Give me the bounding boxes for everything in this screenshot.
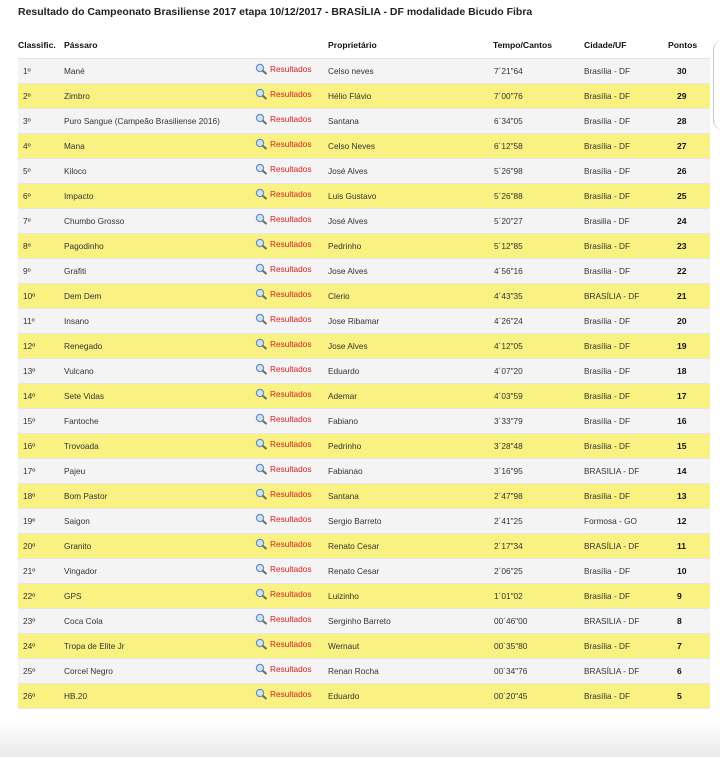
row-owner: José Alves [328, 216, 368, 226]
row-city: Brasília - DF [584, 116, 631, 126]
results-link[interactable] [255, 413, 312, 425]
row-bird: HB.20 [64, 691, 88, 701]
row-time: 1´01"02 [494, 591, 523, 601]
results-link-label: Resultados [270, 689, 312, 699]
row-city: BRASÍLIA - DF [584, 291, 640, 301]
row-points: 24 [677, 216, 687, 226]
row-owner: Serginho Barreto [328, 616, 391, 626]
row-owner: Celso Neves [328, 141, 376, 151]
results-link-label: Resultados [270, 314, 312, 324]
row-time: 4´12"05 [494, 341, 523, 351]
row-position: 16º [23, 441, 36, 451]
row-time: 4´43"35 [494, 291, 523, 301]
results-link[interactable] [255, 163, 312, 175]
magnifier-icon [255, 513, 270, 525]
results-link[interactable] [255, 63, 312, 75]
row-points: 22 [677, 266, 687, 276]
table-row [18, 184, 710, 209]
row-owner: Hélio Flávio [328, 91, 372, 101]
row-bird: Tropa de Elite Jr [64, 641, 125, 651]
header-tempo: Tempo/Cantos [493, 40, 553, 50]
row-city: BRASILIA - DF [584, 466, 640, 476]
row-points: 18 [677, 366, 687, 376]
row-owner: Wernaut [328, 641, 360, 651]
row-bird: Fantoche [64, 416, 99, 426]
results-link-label: Resultados [270, 514, 312, 524]
row-position: 20º [23, 541, 36, 551]
row-position: 6º [23, 191, 31, 201]
row-city: Brasília - DF [584, 241, 631, 251]
results-link[interactable] [255, 313, 312, 325]
results-link-label: Resultados [270, 539, 312, 549]
row-time: 5´26"98 [494, 166, 523, 176]
magnifier-icon [255, 363, 270, 375]
row-owner: Eduardo [328, 691, 360, 701]
row-city: Brasília - DF [584, 591, 631, 601]
row-time: 4´56"16 [494, 266, 523, 276]
magnifier-icon [255, 388, 270, 400]
results-link-label: Resultados [270, 289, 312, 299]
results-table [18, 58, 710, 709]
row-bird: Trovoada [64, 441, 99, 451]
row-position: 9º [23, 266, 31, 276]
row-time: 2´17"34 [494, 541, 523, 551]
row-owner: Santana [328, 116, 359, 126]
results-link-label: Resultados [270, 189, 312, 199]
row-city: Brasília - DF [584, 266, 631, 276]
results-link-label: Resultados [270, 339, 312, 349]
row-city: Brasília - DF [584, 141, 631, 151]
row-time: 5´20"27 [494, 216, 523, 226]
row-city: Brasília - DF [584, 316, 631, 326]
row-city: BRASÍLIA - DF [584, 541, 640, 551]
table-row [18, 684, 710, 709]
header-pontos: Pontos [668, 40, 698, 50]
row-points: 12 [677, 516, 687, 526]
row-bird: Zimbro [64, 91, 90, 101]
row-city: Brasília - DF [584, 641, 631, 651]
row-points: 11 [677, 541, 687, 551]
row-city: Formosa - GO [584, 516, 638, 526]
magnifier-icon [255, 288, 270, 300]
row-points: 15 [677, 441, 687, 451]
results-link-label: Resultados [270, 589, 312, 599]
row-time: 2´06"25 [494, 566, 523, 576]
table-row [18, 209, 710, 234]
row-bird: Chumbo Grosso [64, 216, 125, 226]
results-link[interactable] [255, 588, 312, 600]
row-points: 29 [677, 91, 687, 101]
table-row [18, 234, 710, 259]
row-city: Brasília - DF [584, 66, 631, 76]
row-points: 10 [677, 566, 687, 576]
results-link-label: Resultados [270, 139, 312, 149]
row-points: 30 [677, 66, 687, 76]
row-points: 13 [677, 491, 687, 501]
row-position: 17º [23, 466, 36, 476]
row-time: 2´41"25 [494, 516, 523, 526]
results-link-label: Resultados [270, 464, 312, 474]
row-time: 00´35"80 [494, 641, 528, 651]
results-link-label: Resultados [270, 639, 312, 649]
table-row [18, 534, 710, 559]
results-link[interactable] [255, 488, 312, 500]
row-owner: Jose Ribamar [328, 316, 380, 326]
magnifier-icon [255, 638, 270, 650]
results-link-label: Resultados [270, 489, 312, 499]
magnifier-icon [255, 63, 270, 75]
table-row [18, 159, 710, 184]
results-link[interactable] [255, 613, 312, 625]
row-bird: Renegado [64, 341, 103, 351]
magnifier-icon [255, 313, 270, 325]
row-time: 4´26"24 [494, 316, 523, 326]
results-link-label: Resultados [270, 239, 312, 249]
row-city: Brasília - DF [584, 341, 631, 351]
row-owner: Renato Cesar [328, 541, 380, 551]
results-link-label: Resultados [270, 89, 312, 99]
row-time: 5´12"85 [494, 241, 523, 251]
table-row [18, 659, 710, 684]
row-time: 00´20"45 [494, 691, 528, 701]
row-points: 20 [677, 316, 687, 326]
row-points: 9 [677, 591, 682, 601]
row-owner: Luis Gustavo [328, 191, 377, 201]
row-position: 24º [23, 641, 36, 651]
row-position: 12º [23, 341, 36, 351]
row-city: Brasília - DF [584, 566, 631, 576]
row-time: 5´26"88 [494, 191, 523, 201]
row-bird: Mana [64, 141, 85, 151]
row-owner: Pedrinho [328, 241, 362, 251]
table-row [18, 434, 710, 459]
row-bird: Vingador [64, 566, 98, 576]
results-link[interactable] [255, 288, 312, 300]
row-position: 19º [23, 516, 36, 526]
results-link[interactable] [255, 363, 312, 375]
magnifier-icon [255, 688, 270, 700]
results-link[interactable] [255, 263, 312, 275]
row-owner: Renato Cesar [328, 566, 380, 576]
row-points: 23 [677, 241, 687, 251]
results-link[interactable] [255, 113, 312, 125]
table-row [18, 109, 710, 134]
results-link[interactable] [255, 88, 312, 100]
row-time: 3´28"48 [494, 441, 523, 451]
row-bird: Coca Cola [64, 616, 103, 626]
results-link[interactable] [255, 388, 312, 400]
row-points: 28 [677, 116, 687, 126]
magnifier-icon [255, 138, 270, 150]
row-position: 21º [23, 566, 36, 576]
row-position: 13º [23, 366, 36, 376]
magnifier-icon [255, 413, 270, 425]
header-classific: Classific. [18, 40, 56, 50]
magnifier-icon [255, 238, 270, 250]
results-link[interactable] [255, 338, 312, 350]
row-points: 5 [677, 691, 682, 701]
row-city: Brasília - DF [584, 391, 631, 401]
row-bird: Insano [64, 316, 89, 326]
results-link[interactable] [255, 463, 312, 475]
row-time: 3´16"95 [494, 466, 523, 476]
magnifier-icon [255, 613, 270, 625]
row-points: 14 [677, 466, 687, 476]
results-link-label: Resultados [270, 614, 312, 624]
row-position: 23º [23, 616, 36, 626]
row-position: 2º [23, 91, 31, 101]
magnifier-icon [255, 338, 270, 350]
row-time: 7´00"76 [494, 91, 523, 101]
row-city: Brasília - DF [584, 491, 631, 501]
row-city: Brasília - DF [584, 691, 631, 701]
row-position: 18º [23, 491, 36, 501]
row-position: 3º [23, 116, 31, 126]
table-row [18, 309, 710, 334]
row-bird: Puro Sangue (Campeão Brasiliense 2016) [64, 116, 220, 126]
row-time: 6´12"58 [494, 141, 523, 151]
results-link[interactable] [255, 663, 312, 675]
magnifier-icon [255, 188, 270, 200]
row-owner: Celso neves [328, 66, 374, 76]
row-time: 4´07"20 [494, 366, 523, 376]
magnifier-icon [255, 213, 270, 225]
row-city: Brasília - DF [584, 416, 631, 426]
row-bird: Dem Dem [64, 291, 102, 301]
table-row [18, 409, 710, 434]
magnifier-icon [255, 563, 270, 575]
row-owner: Eduardo [328, 366, 360, 376]
results-link[interactable] [255, 213, 312, 225]
row-owner: Santana [328, 491, 359, 501]
row-position: 25º [23, 666, 36, 676]
magnifier-icon [255, 588, 270, 600]
row-position: 15º [23, 416, 36, 426]
table-row [18, 284, 710, 309]
results-link[interactable] [255, 438, 312, 450]
table-row [18, 484, 710, 509]
results-link-label: Resultados [270, 114, 312, 124]
row-time: 4´03"59 [494, 391, 523, 401]
page-title: Resultado do Campeonato Brasiliense 2017 etapa 10/12/2017 - BRASÍLIA - DF modalidade Bicudo Fibra [18, 6, 533, 18]
row-owner: Renan Rocha [328, 666, 379, 676]
results-link[interactable] [255, 638, 312, 650]
row-bird: Vulcano [64, 366, 94, 376]
row-position: 5º [23, 166, 31, 176]
row-time: 3´33"79 [494, 416, 523, 426]
row-bird: Impacto [64, 191, 94, 201]
results-link[interactable] [255, 688, 312, 700]
results-link-label: Resultados [270, 364, 312, 374]
row-bird: Pagodinho [64, 241, 104, 251]
row-points: 25 [677, 191, 687, 201]
results-link[interactable] [255, 238, 312, 250]
row-bird: Grafiti [64, 266, 87, 276]
row-time: 2´47"98 [494, 491, 523, 501]
row-bird: Kiloco [64, 166, 87, 176]
row-points: 21 [677, 291, 687, 301]
magnifier-icon [255, 463, 270, 475]
row-time: 7´21"64 [494, 66, 523, 76]
row-points: 27 [677, 141, 687, 151]
header-passaro: Pássaro [64, 40, 98, 50]
table-row [18, 609, 710, 634]
row-city: BRASILIA - DF [584, 616, 640, 626]
row-position: 8º [23, 241, 31, 251]
table-row [18, 359, 710, 384]
magnifier-icon [255, 663, 270, 675]
results-link[interactable] [255, 138, 312, 150]
results-link-label: Resultados [270, 64, 312, 74]
row-owner: José Alves [328, 166, 368, 176]
results-link[interactable] [255, 188, 312, 200]
row-bird: Corcel Negro [64, 666, 113, 676]
results-link[interactable] [255, 563, 312, 575]
table-row [18, 509, 710, 534]
row-points: 17 [677, 391, 687, 401]
row-points: 6 [677, 666, 682, 676]
row-bird: GPS [64, 591, 82, 601]
row-time: 00´46"00 [494, 616, 528, 626]
table-row [18, 134, 710, 159]
row-position: 1º [23, 66, 31, 76]
row-owner: Jose Alves [328, 266, 368, 276]
results-link-label: Resultados [270, 214, 312, 224]
row-bird: Bom Pastor [64, 491, 108, 501]
row-owner: Fabiano [328, 416, 358, 426]
row-position: 4º [23, 141, 31, 151]
row-city: Brasília - DF [584, 366, 631, 376]
table-row [18, 559, 710, 584]
row-city: Brasília - DF [584, 166, 631, 176]
magnifier-icon [255, 113, 270, 125]
row-position: 14º [23, 391, 36, 401]
magnifier-icon [255, 438, 270, 450]
row-owner: Jose Alves [328, 341, 368, 351]
row-points: 19 [677, 341, 687, 351]
table-row [18, 459, 710, 484]
row-bird: Pajeu [64, 466, 86, 476]
row-city: Brasilia - DF [584, 216, 630, 226]
results-link-label: Resultados [270, 164, 312, 174]
results-link[interactable] [255, 538, 312, 550]
bottom-shadow [0, 720, 720, 757]
magnifier-icon [255, 163, 270, 175]
results-link[interactable] [255, 513, 312, 525]
table-row [18, 59, 710, 84]
table-row [18, 634, 710, 659]
header-cidade: Cidade/UF [584, 40, 627, 50]
row-owner: Pedrinho [328, 441, 362, 451]
magnifier-icon [255, 88, 270, 100]
row-owner: Clerio [328, 291, 350, 301]
row-bird: Sete Vidas [64, 391, 104, 401]
row-bird: Granito [64, 541, 92, 551]
row-owner: Fabianao [328, 466, 363, 476]
row-time: 00´34"76 [494, 666, 528, 676]
row-city: Brasília - DF [584, 441, 631, 451]
row-bird: Saigon [64, 516, 90, 526]
row-points: 8 [677, 616, 682, 626]
row-points: 16 [677, 416, 687, 426]
results-link-label: Resultados [270, 439, 312, 449]
results-link-label: Resultados [270, 389, 312, 399]
row-points: 26 [677, 166, 687, 176]
row-owner: Ademar [328, 391, 358, 401]
row-city: Brasília - DF [584, 191, 631, 201]
magnifier-icon [255, 263, 270, 275]
table-row [18, 84, 710, 109]
row-position: 22º [23, 591, 36, 601]
magnifier-icon [255, 488, 270, 500]
results-link-label: Resultados [270, 564, 312, 574]
magnifier-icon [255, 538, 270, 550]
results-link-label: Resultados [270, 664, 312, 674]
row-city: Brasília - DF [584, 91, 631, 101]
row-position: 7º [23, 216, 31, 226]
row-owner: Luizinho [328, 591, 359, 601]
results-link-label: Resultados [270, 264, 312, 274]
row-position: 26º [23, 691, 36, 701]
table-row [18, 334, 710, 359]
results-link-label: Resultados [270, 414, 312, 424]
page-edge [713, 40, 720, 130]
table-row [18, 384, 710, 409]
header-proprietario: Proprietário [328, 40, 377, 50]
table-row [18, 584, 710, 609]
row-city: BRASÍLIA - DF [584, 666, 640, 676]
row-bird: Mané [64, 66, 85, 76]
row-position: 11º [23, 316, 35, 326]
table-row [18, 259, 710, 284]
row-points: 7 [677, 641, 682, 651]
row-owner: Sergio Barreto [328, 516, 382, 526]
row-position: 10º [23, 291, 36, 301]
table-header [18, 40, 710, 54]
row-time: 6´34"05 [494, 116, 523, 126]
